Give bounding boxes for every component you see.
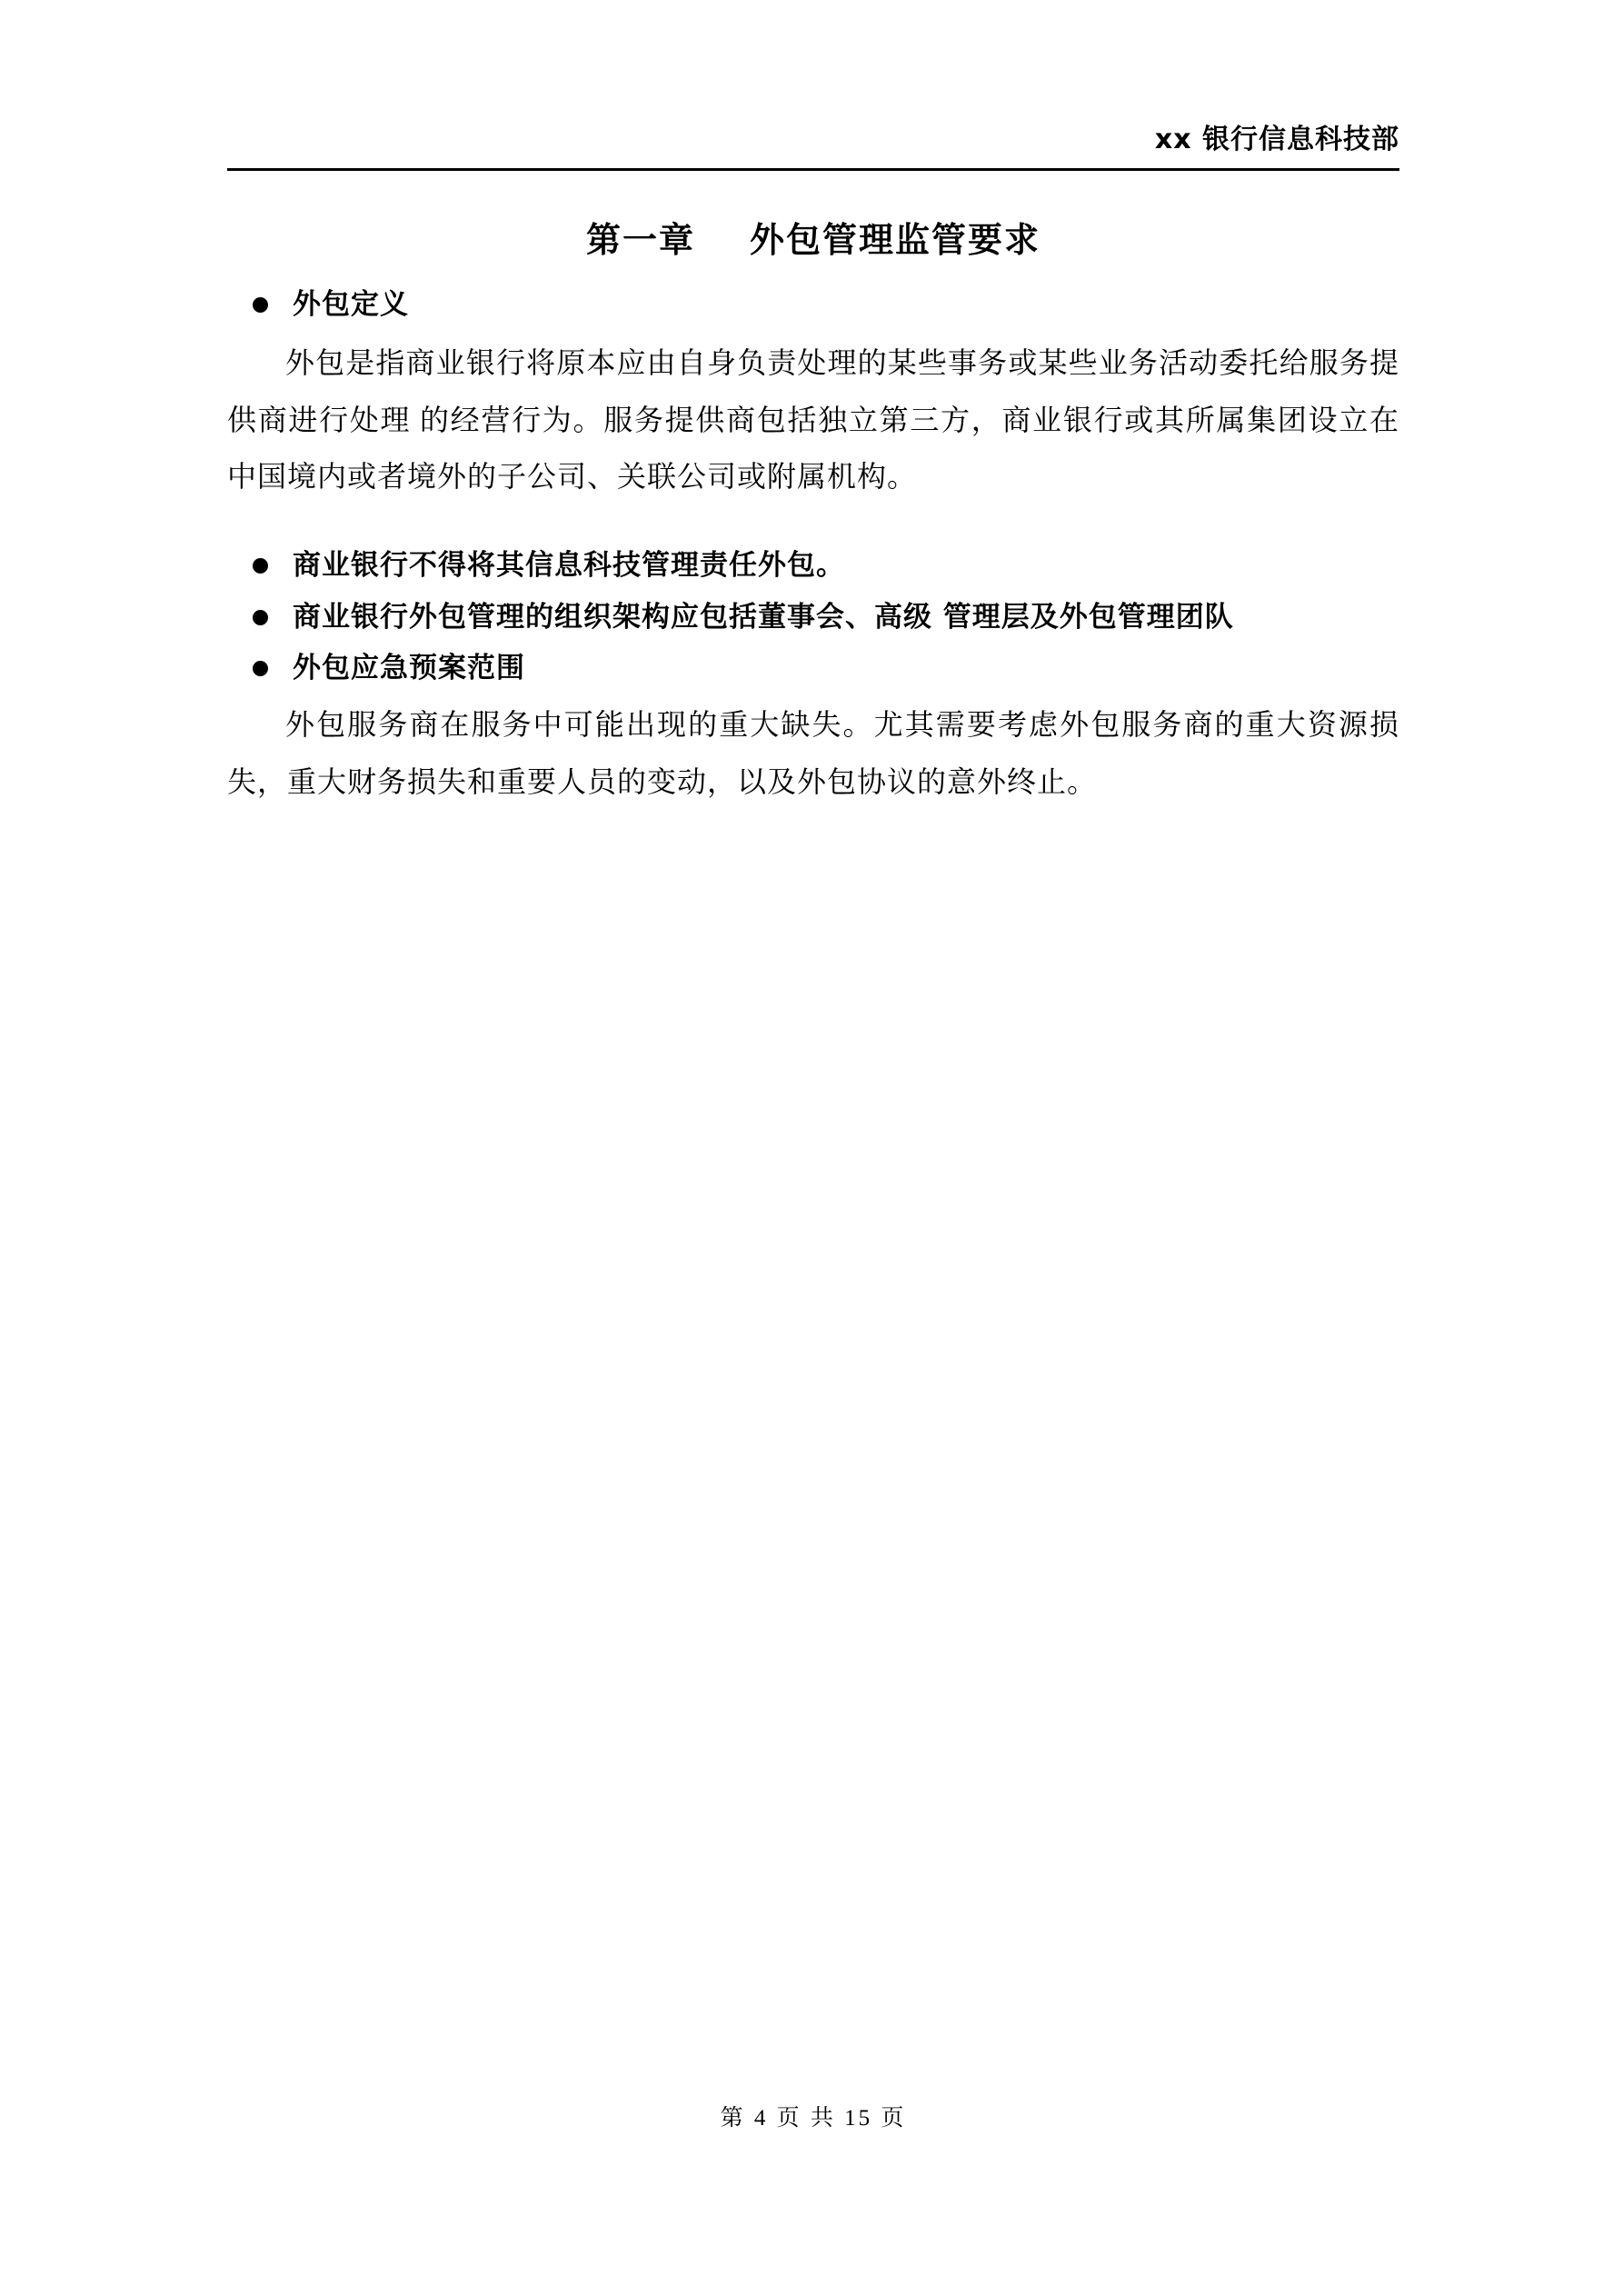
page-header-department: xx 银行信息科技部 [1154,124,1399,155]
paragraph: 外包是指商业银行将原本应由自身负责处理的某些事务或某些业务活动委托给服务提供商进行处理 的经营行为。服务提供商包括独立第三方，商业银行或其所属集团设立在中国境内或者境外的子公司、关联公司或附属机构。 [227,346,1399,494]
section-list [227,280,1399,810]
page-footer: 第 4 页 共 15 页 [720,2106,907,2131]
spacer [227,510,1399,541]
list-item: 商业银行不得将其信息科技管理责任外包。 [227,541,1399,590]
header-divider [227,168,1399,171]
document-body [227,195,1399,815]
paragraph: 外包服务商在服务中可能出现的重大缺失。尤其需要考虑外包服务商的重大资源损失，重大财务损失和重要人员的变动，以及外包协议的意外终止。 [227,708,1399,798]
list-item: 外包定义 [227,280,1399,329]
list-item: 商业银行外包管理的组织架构应包括董事会、高级 管理层及外包管理团队 [227,593,1399,642]
page-title [227,195,1399,280]
list-item: 外包应急预案范围 [227,644,1399,693]
chapter-name: 外包管理监管要求 [750,220,1041,260]
chapter-number: 第一章 [585,220,695,260]
